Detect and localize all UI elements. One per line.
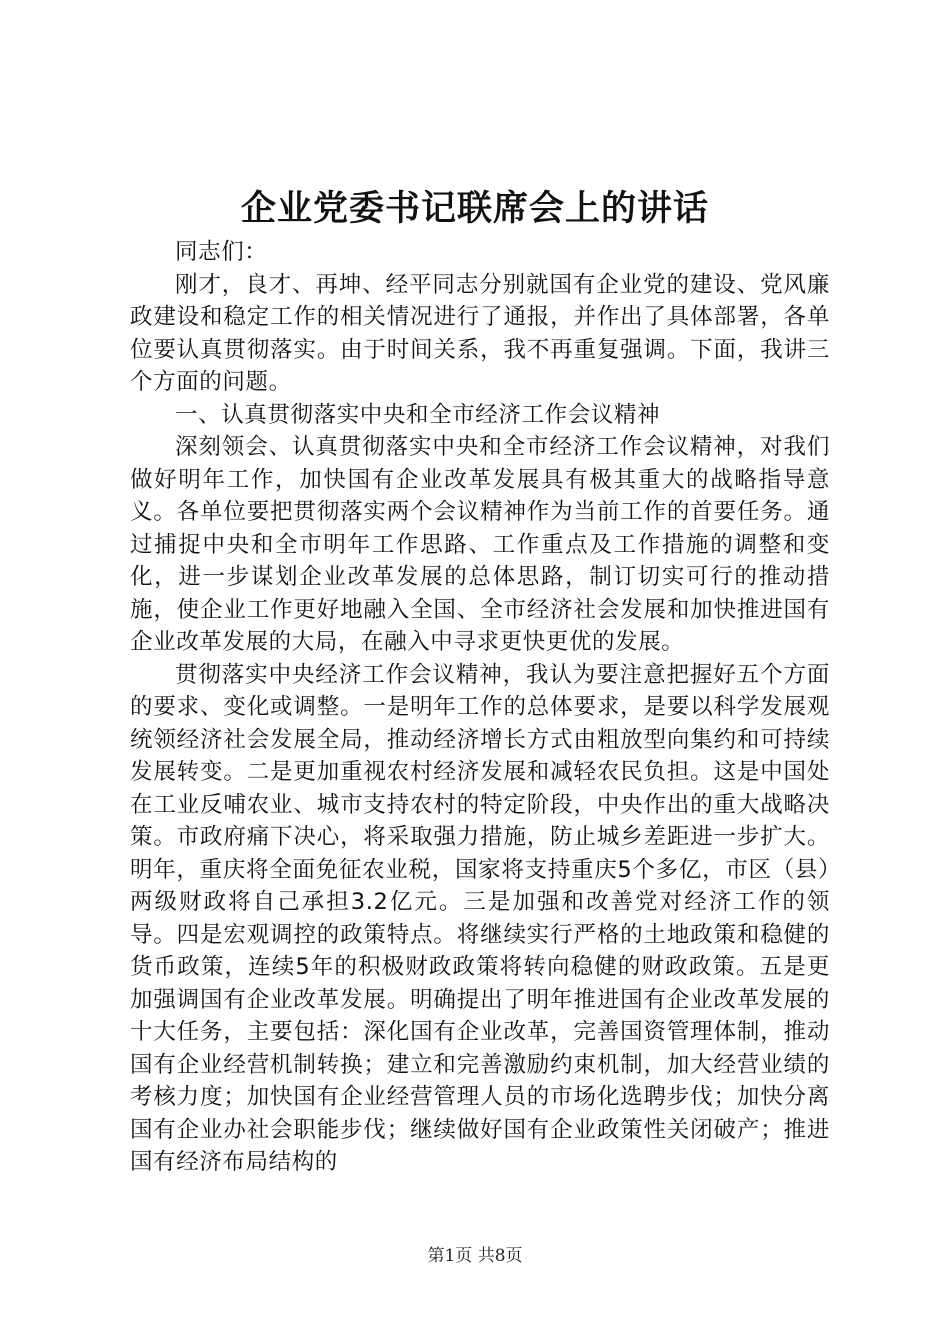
- document-title: 企业党委书记联席会上的讲话: [240, 188, 709, 229]
- body-paragraph: 深刻领会、认真贯彻落实中央和全市经济工作会议精神，对我们做好明年工作，加快国有企业改革发展具有极其重大的战略指导意义。各单位要把贯彻落实两个会议精神作为当前工作的首要任务。通过捕捉中央和全市明年工作思路、工作重点及工作措施的调整和变化，进一步谋划企业改革发展的总体思路，制订切实可行的推动措施，使企业工作更好地融入全国、全市经济社会发展和加快推进国有企业改革发展的大局，在融入中寻求更快更优的发展。: [130, 434, 830, 655]
- salutation-paragraph: 同志们：: [175, 239, 268, 265]
- body-paragraph: 贯彻落实中央经济工作会议精神，我认为要注意把握好五个方面的要求、变化或调整。一是明年工作的总体要求，是要以科学发展观统领经济社会发展全局，推动经济增长方式由粗放型向集约和可持续发展转变。二是更加重视农村经济发展和减轻农民负担。这是中国处在工业反哺农业、城市支持农村的特定阶段，中央作出的重大战略决策。市政府痛下决心，将采取强力措施，防止城乡差距进一步扩大。明年，重庆将全面免征农业税，国家将支持重庆5个多亿，市区（县）两级财政将自己承担3.2亿元。三是加强和改善党对经济工作的领导。四是宏观调控的政策特点。将继续实行严格的土地政策和稳健的货币政策，连续5年的积极财政政策将转向稳健的财政政策。五是更加强调国有企业改革发展。明确提出了明年推进国有企业改革发展的十大任务，主要包括：深化国有企业改革，完善国资管理体制，推动国有企业经营机制转换；建立和完善激励约束机制，加大经营业绩的考核力度；加快国有企业经营管理人员的市场化选聘步伐；加快分离国有企业办社会职能步伐；继续做好国有企业政策性关闭破产；推进国有经济布局结构的: [130, 661, 830, 1175]
- body-paragraph: 刚才，良才、再坤、经平同志分别就国有企业党的建设、党风廉政建设和稳定工作的相关情况进行了通报，并作出了具体部署，各单位要认真贯彻落实。由于时间关系，我不再重复强调。下面，我讲三个方面的问题。: [130, 271, 830, 395]
- section-heading: 一、认真贯彻落实中央和全市经济工作会议精神: [175, 401, 661, 428]
- page-number-footer: 第1页 共8页: [427, 1246, 523, 1266]
- document-body: [130, 236, 830, 1179]
